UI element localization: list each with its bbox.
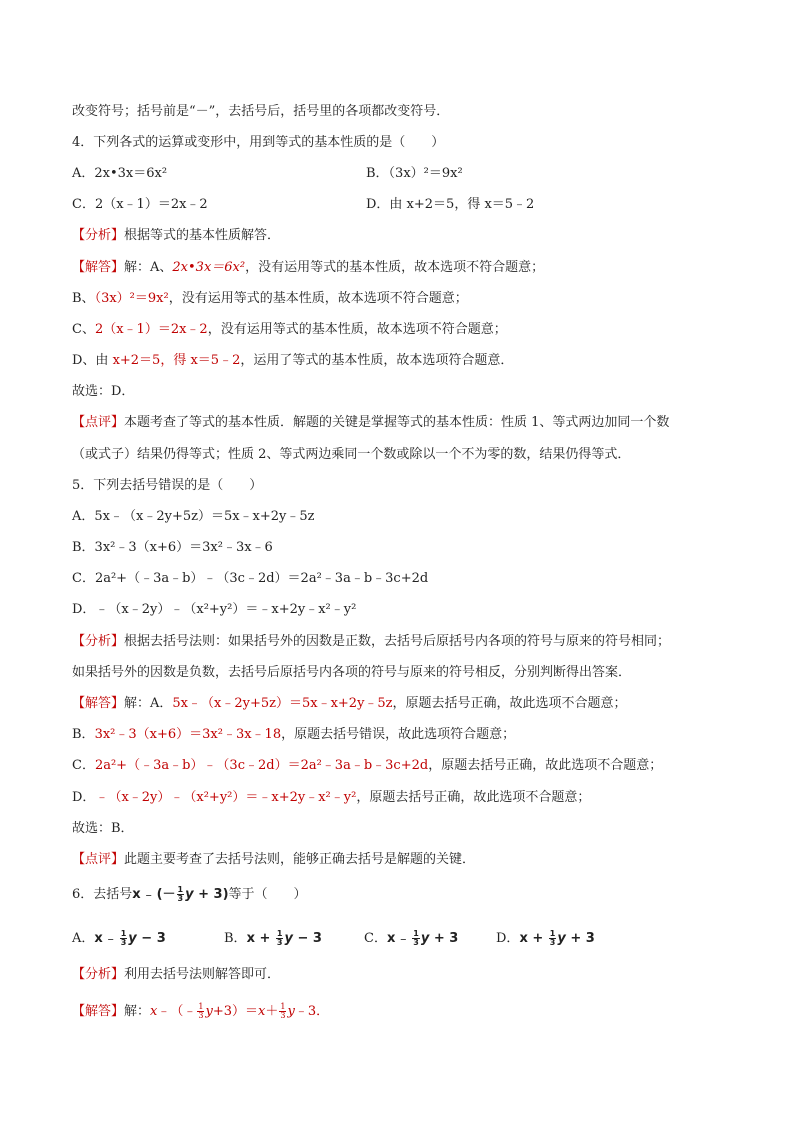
question-5-stem: 5．下列去括号错误的是（ ） [72, 478, 263, 493]
fraction: $\frac{1}{3}$ [177, 885, 184, 903]
question-4-analysis [72, 228, 280, 244]
comment-text: 此题主要考查了去括号法则，能够正确去括号是解题的关键． [124, 852, 476, 867]
stem-formula: x ₋ (－ $\frac{1}{3}$ y + 3) [132, 885, 229, 903]
question-6-answer [72, 1003, 329, 1020]
answer-text: D． [72, 790, 96, 805]
stem-text: 等于（ ） [228, 887, 307, 902]
answer-formula: x﹣（﹣ $\frac{1}{3}$ y+3）＝x＋ $\frac{1}{3}$ y﹣3． [150, 1002, 330, 1020]
question-4-comment-1 [72, 415, 669, 431]
answer-tag: 【解答】 [72, 1004, 125, 1019]
answer-text: 解：A． [124, 696, 173, 711]
answer-text: ，运用了等式的基本性质，故本选项符合题意． [240, 353, 514, 368]
question-4-choice: 故选：D． [72, 384, 135, 399]
option-c: C．x ₋ $\frac{1}{3}$ y + 3 [364, 929, 459, 947]
analysis-text: 利用去括号法则解答即可． [124, 967, 281, 982]
answer-formula: ﹣（x﹣2y）﹣（x²+y²）＝﹣x+2y﹣x²﹣y² [95, 790, 357, 805]
question-6-stem [72, 886, 307, 903]
question-6-analysis [72, 967, 280, 983]
option-d: D．由 x+2＝5，得 x＝5﹣2 [366, 197, 535, 212]
question-5-option-c: C．2a²+（﹣3a﹣b）﹣（3c﹣2d）＝2a²﹣3a﹣b﹣3c+2d [72, 571, 429, 586]
answer-text: ，没有运用等式的基本性质，故本选项不符合题意； [207, 322, 507, 337]
question-4-stem: 4．下列各式的运算或变形中，用到等式的基本性质的是（ ） [72, 135, 445, 150]
analysis-text: 根据去括号法则：如果括号外的因数是正数，去括号后原括号内各项的符号与原来的符号相同； [124, 634, 671, 649]
analysis-text: 根据等式的基本性质解答． [124, 228, 281, 243]
answer-text: ，没有运用等式的基本性质，故本选项不符合题意； [168, 291, 468, 306]
question-5-option-a: A．5x﹣（x﹣2y+5z）＝5x﹣x+2y﹣5z [72, 509, 315, 524]
stem-text: 6．去括号 [72, 887, 133, 902]
question-4-options-row2 [72, 197, 535, 213]
analysis-tag: 【分析】 [72, 228, 125, 243]
option-b: B．（3x）²＝9x² [366, 166, 463, 181]
answer-formula: x+2＝5，得 x＝5﹣2 [112, 353, 241, 368]
answer-formula: 2a²+（﹣3a﹣b）﹣（3c﹣2d）＝2a²﹣3a﹣b﹣3c+2d [94, 758, 429, 773]
answer-formula: 2（x﹣1）＝2x﹣2 [94, 322, 208, 337]
answer-text: 解： [124, 1004, 151, 1019]
answer-text: ，原题去括号正确，故此选项不合题意； [428, 758, 663, 773]
option-c: C．2（x﹣1）＝2x﹣2 [72, 197, 208, 212]
answer-formula: （3x）²＝9x² [94, 291, 169, 306]
question-4-options-row1 [72, 166, 463, 182]
question-5-answer-1 [72, 696, 627, 712]
answer-text: B、 [72, 291, 95, 306]
option-b: B．x + $\frac{1}{3}$ y − 3 [224, 929, 322, 947]
question-5-option-d: D．﹣（x﹣2y）﹣（x²+y²）＝﹣x+2y﹣x²﹣y² [72, 602, 357, 617]
question-5-answer-3 [72, 758, 662, 774]
option-d: D．x + $\frac{1}{3}$ y + 3 [496, 929, 595, 947]
analysis-tag: 【分析】 [72, 967, 125, 982]
question-5-comment [72, 852, 475, 868]
question-4-answer-3 [72, 322, 507, 338]
question-5-analysis-2: 如果括号外的因数是负数，去括号后原括号内各项的符号与原来的符号相反，分别判断得出答案． [72, 665, 632, 680]
answer-text: C、 [72, 322, 95, 337]
question-4-comment-2: （或式子）结果仍得等式；性质 2、等式两边乘同一个数或除以一个不为零的数，结果仍得等式． [72, 447, 631, 462]
comment-text: 本题考查了等式的基本性质．解题的关键是掌握等式的基本性质：性质 1、等式两边加同一个数 [124, 415, 670, 430]
answer-text: ，原题去括号正确，故此选项不合题意； [392, 696, 627, 711]
answer-text: B． [72, 727, 95, 742]
option-a: A．x ₋ $\frac{1}{3}$ y − 3 [72, 929, 166, 947]
continued-text: 改变符号；括号前是“－”，去括号后，括号里的各项都改变符号． [72, 104, 450, 119]
comment-tag: 【点评】 [72, 415, 125, 430]
answer-formula: 5x﹣（x﹣2y+5z）＝5x﹣x+2y﹣5z [172, 696, 393, 711]
answer-text: D、由 [72, 353, 113, 368]
option-a: A．2x•3x＝6x² [72, 166, 168, 181]
question-5-option-b: B．3x²﹣3（x+6）＝3x²﹣3x﹣6 [72, 540, 273, 555]
comment-tag: 【点评】 [72, 852, 125, 867]
answer-tag: 【解答】 [72, 260, 125, 275]
question-5-answer-4 [72, 790, 590, 806]
answer-text: ，原题去括号错误，故此选项符合题意； [281, 727, 516, 742]
question-4-answer-1 [72, 260, 544, 276]
analysis-tag: 【分析】 [72, 634, 125, 649]
answer-text: 解：A、 [124, 260, 173, 275]
question-5-analysis-1 [72, 634, 670, 650]
question-5-choice: 故选：B． [72, 821, 134, 836]
answer-tag: 【解答】 [72, 696, 125, 711]
answer-formula: 2x•3x＝6x² [172, 260, 246, 275]
answer-text: ，没有运用等式的基本性质，故本选项不符合题意； [245, 260, 545, 275]
question-4-answer-4 [72, 353, 513, 369]
answer-text: C． [72, 758, 95, 773]
question-5-answer-2 [72, 727, 515, 743]
question-4-answer-2 [72, 291, 468, 307]
answer-formula: 3x²﹣3（x+6）＝3x²﹣3x﹣18 [94, 727, 282, 742]
answer-text: ，原题去括号正确，故此选项不合题意； [356, 790, 591, 805]
